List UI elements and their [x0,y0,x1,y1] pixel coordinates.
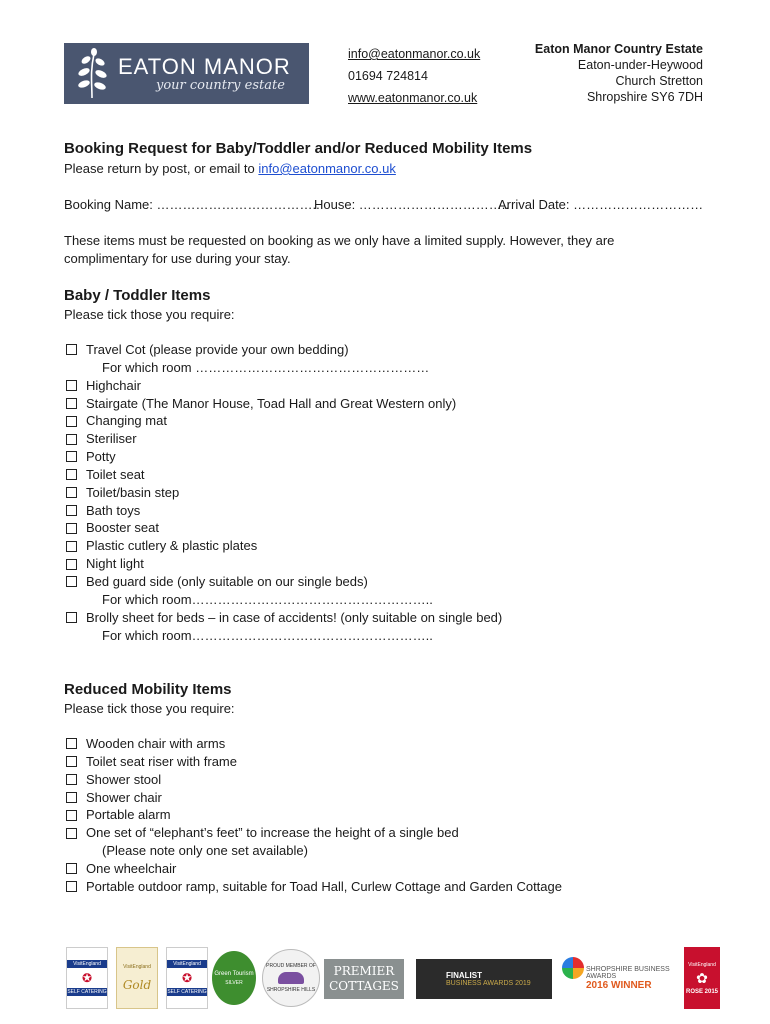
business-awards-finalist-badge [416,959,552,999]
badge-text: SILVER [225,979,243,986]
badge-text: 2016 WINNER [586,979,652,991]
badge-text: SHROPSHIRE HILLS [266,987,316,993]
checklist-item[interactable] [66,341,502,359]
checkbox[interactable] [66,541,77,552]
checklist-item-label: Potty [86,449,116,465]
arrival-date-field[interactable]: Arrival Date: ………………………… [498,197,704,212]
checklist-item-label: Booster seat [86,520,159,536]
green-tourism-badge [212,951,256,1005]
checklist-item-label: Bath toys [86,502,141,518]
checklist-item[interactable] [66,484,502,502]
checklist-item-label: Toilet seat riser with frame [86,753,237,769]
baby-section-instruction: Please tick those you require: [64,307,235,322]
checkbox[interactable] [66,774,77,785]
awards-logo-icon [562,957,584,979]
premier-cottages-badge [324,959,404,999]
badge-text: PROUD MEMBER OF [266,963,316,969]
checkbox[interactable] [66,487,77,498]
badge-text: SHROPSHIRE BUSINESS AWARDS [586,965,670,980]
checklist-item-label: Stairgate (The Manor House, Toad Hall and Great Western only) [86,395,457,411]
checklist-item[interactable] [66,537,502,555]
website-link[interactable]: www.eatonmanor.co.uk [348,91,478,105]
logo-tagline: your country estate [156,77,285,93]
checklist-item[interactable] [66,824,562,842]
address-line-4: Shropshire SY6 7DH [586,90,703,104]
checkbox[interactable] [66,523,77,534]
checklist-item-label: Shower chair [86,789,162,805]
badge-text: SELF CATERING [67,989,107,995]
badge-text: BUSINESS AWARDS 2019 [446,980,531,987]
checkbox[interactable] [66,738,77,749]
checklist-item-label: One wheelchair [86,860,177,876]
checklist-item-label: Steriliser [86,431,137,447]
return-instruction [64,161,396,176]
checklist-item-label: Plastic cutlery & plastic plates [86,538,258,554]
checkbox[interactable] [66,469,77,480]
checklist-item-label: One set of “elephant’s feet” to increase the height of a single bed [86,825,459,841]
visitengland-rose-award-badge [684,947,720,1009]
checkbox[interactable] [66,416,77,427]
checklist-item[interactable] [66,789,562,807]
checkbox[interactable] [66,559,77,570]
checklist-item[interactable] [66,395,502,413]
checkbox[interactable] [66,434,77,445]
checklist-item-label: Travel Cot (please provide your own bedding) [86,342,349,357]
shropshire-hills-member-badge [262,949,320,1007]
badge-text: VisitEngland [688,961,716,968]
checklist-item-label: Toilet seat [86,466,145,482]
checkbox[interactable] [66,451,77,462]
checklist-item-label: Night light [86,556,144,572]
checkbox[interactable] [66,344,77,355]
checkbox[interactable] [66,505,77,516]
badge-text: PREMIER [333,964,395,978]
checklist-item[interactable] [66,860,562,878]
checklist-item[interactable] [66,771,562,789]
checklist-item[interactable] [66,448,502,466]
address-line-2: Eaton-under-Heywood [577,58,703,72]
checklist-item[interactable] [66,519,502,537]
checkbox[interactable] [66,881,77,892]
visitengland-gold-badge [116,947,158,1009]
checkbox[interactable] [66,810,77,821]
badge-text: ROSE 2015 [685,988,719,995]
checkbox[interactable] [66,756,77,767]
checklist-item-label: Portable outdoor ramp, suitable for Toad Hall, Curlew Cottage and Garden Cottage [86,878,562,894]
shropshire-business-awards-winner-badge [560,953,672,1003]
mobility-section-instruction: Please tick those you require: [64,701,235,716]
checklist-item-note: For which room ……………………………………………… [102,359,430,375]
supply-note: These items must be requested on booking as we only have a limited supply. However, they are complimentary for use during your stay. [64,233,615,266]
checklist-item[interactable] [66,573,502,591]
checkbox[interactable] [66,380,77,391]
phone-number: 01694 724814 [348,69,428,83]
booking-name-field[interactable]: Booking Name: ……………………………….. [64,197,320,212]
checklist-item[interactable] [66,466,502,484]
email-link[interactable]: info@eatonmanor.co.uk [348,47,481,61]
badge-text: FINALIST [446,971,482,980]
visitengland-self-catering-badge-2 [166,947,208,1009]
checkbox[interactable] [66,612,77,623]
checklist-item-label: Shower stool [86,771,162,787]
checklist-item-label: Wooden chair with arms [86,736,226,751]
checklist-item[interactable] [66,555,502,573]
address-line-1: Eaton Manor Country Estate [534,42,703,56]
badge-text: VisitEngland [67,960,107,968]
checklist-item-label: Highchair [86,377,141,393]
eaton-manor-logo [64,43,309,104]
checklist-item[interactable] [66,806,562,824]
hills-icon [278,972,304,984]
mobility-section-heading: Reduced Mobility Items [64,681,232,698]
visitengland-self-catering-badge-1 [66,947,108,1009]
badge-text: VisitEngland [123,964,151,970]
badge-text: SELF CATERING [167,989,207,995]
checklist-item-note: For which room……………………………………………….. [102,627,433,643]
star-rating-icon: ✪ [181,971,193,985]
checkbox[interactable] [66,828,77,839]
checklist-item-note: For which room……………………………………………….. [102,591,433,607]
form-title: Booking Request for Baby/Toddler and/or Reduced Mobility Items [64,140,533,157]
checkbox[interactable] [66,576,77,587]
badge-text: Gold [122,978,152,992]
checkbox[interactable] [66,863,77,874]
checklist-item-label: Toilet/basin step [86,484,180,500]
address-line-3: Church Stretton [615,74,703,88]
badge-text: Green Tourism [214,970,254,977]
checklist-item[interactable] [66,753,562,771]
checkbox[interactable] [66,792,77,803]
checklist-item-note: (Please note only one set available) [102,843,308,859]
baby-section-heading: Baby / Toddler Items [64,287,211,304]
return-prefix: Please return by post, or email to [64,161,259,176]
checklist-item-label: Changing mat [86,413,167,429]
checklist-item-label: Brolly sheet for beds – in case of accidents! (only suitable on single bed) [86,609,503,625]
checklist-item[interactable] [66,878,562,896]
checklist-item[interactable] [66,377,502,395]
checklist-item[interactable] [66,412,502,430]
return-email-link[interactable]: info@eatonmanor.co.uk [258,161,396,176]
mobility-items-list [66,735,562,896]
checklist-item-label: Bed guard side (only suitable on our single beds) [86,573,368,589]
accreditation-badges [64,947,724,1011]
checkbox[interactable] [66,398,77,409]
checklist-item[interactable] [66,735,562,753]
star-rating-icon: ✪ [81,971,93,985]
contact-block [348,43,480,109]
rose-icon: ✿ [696,969,708,986]
checklist-item[interactable] [66,502,502,520]
checklist-item-label: Portable alarm [86,807,171,823]
house-field[interactable]: House: …………………………….. [314,197,510,212]
badge-text: COTTAGES [329,979,399,993]
logo-name: EATON MANOR [118,53,291,79]
address-block [535,41,703,105]
checklist-item[interactable] [66,430,502,448]
leaf-sprig-icon [72,48,112,100]
baby-items-list [66,341,502,644]
checklist-item[interactable] [66,609,502,627]
badge-text: VisitEngland [167,960,207,968]
